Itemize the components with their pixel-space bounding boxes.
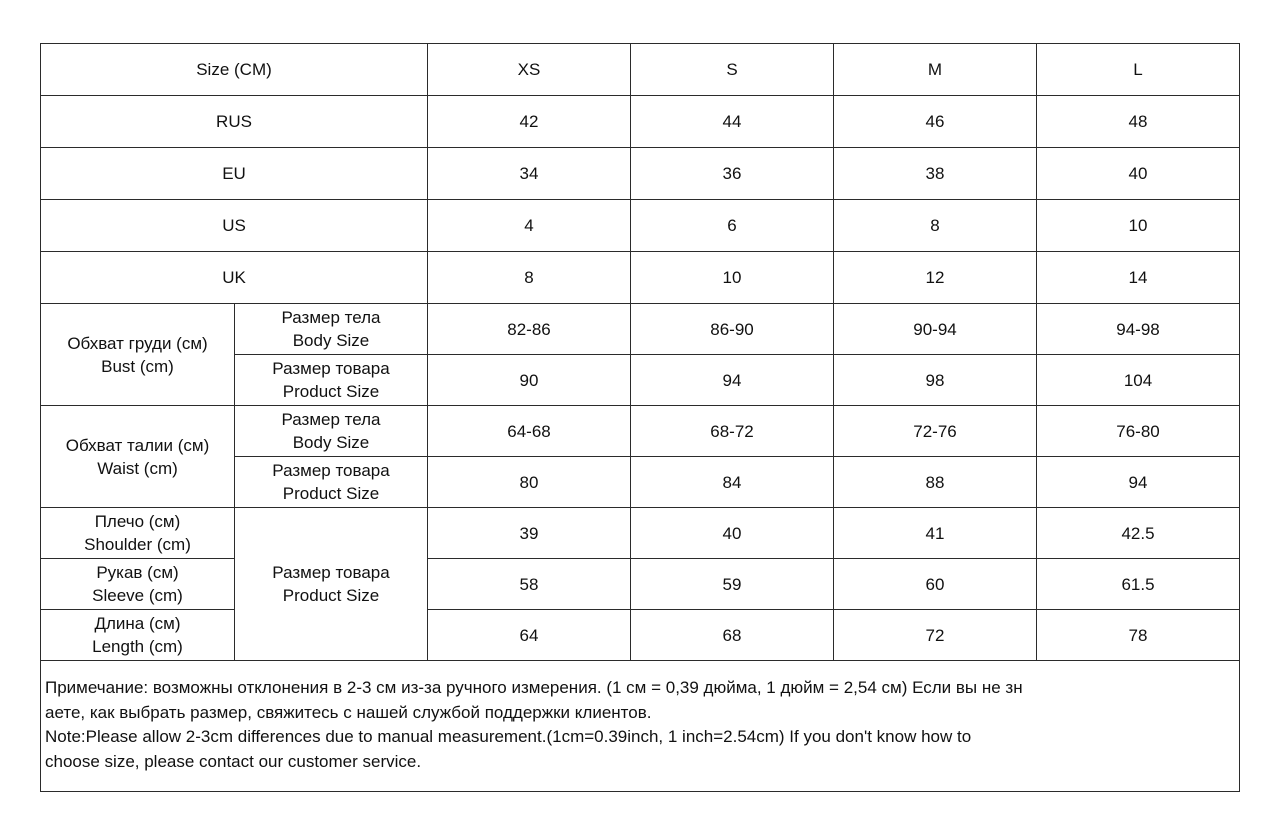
table-cell: 4: [428, 200, 631, 252]
size-header-xs: XS: [428, 44, 631, 96]
measure-type-en: Product Size: [282, 484, 380, 503]
note-row: [41, 661, 1240, 792]
waist-label: [41, 406, 235, 508]
measure-type-ru: Размер товара: [272, 563, 390, 582]
table-cell: 82-86: [428, 304, 631, 355]
note-ru-line-2: аете, как выбрать размер, свяжитесь с нашей службой поддержки клиентов.: [45, 702, 652, 722]
table-row: [41, 406, 1240, 457]
table-cell: 86-90: [631, 304, 834, 355]
table-cell: 46: [834, 96, 1037, 148]
table-cell: 10: [631, 252, 834, 304]
product-size-type-cell: [235, 508, 428, 661]
table-row: [41, 148, 1240, 200]
table-cell: 12: [834, 252, 1037, 304]
sleeve-label: [41, 559, 235, 610]
measure-type-en: Product Size: [282, 586, 380, 605]
note-cell: [41, 661, 1240, 792]
table-cell: 98: [834, 355, 1037, 406]
table-cell: 84: [631, 457, 834, 508]
table-cell: 80: [428, 457, 631, 508]
table-cell: 104: [1037, 355, 1240, 406]
bust-label-en: Bust (cm): [101, 356, 174, 376]
size-header-m: M: [834, 44, 1037, 96]
table-cell: 60: [834, 559, 1037, 610]
waist-label-ru: Обхват талии (см): [65, 435, 210, 455]
table-cell: 41: [834, 508, 1037, 559]
table-cell: 40: [631, 508, 834, 559]
row-label-us: US: [41, 200, 428, 252]
measure-type-cell: [235, 406, 428, 457]
measure-type-ru: Размер товара: [272, 359, 390, 378]
shoulder-label-ru: Плечо (см): [94, 512, 181, 531]
table-cell: 40: [1037, 148, 1240, 200]
measure-type-ru: Размер тела: [281, 308, 381, 327]
sleeve-label-ru: Рукав (см): [96, 563, 179, 582]
table-cell: 58: [428, 559, 631, 610]
table-cell: 61.5: [1037, 559, 1240, 610]
table-cell: 42: [428, 96, 631, 148]
sleeve-label-en: Sleeve (cm): [92, 586, 183, 605]
bust-label-ru: Обхват груди (см): [67, 333, 208, 353]
table-cell: 48: [1037, 96, 1240, 148]
table-row: [41, 252, 1240, 304]
table-cell: 64-68: [428, 406, 631, 457]
measure-type-en: Body Size: [292, 331, 370, 350]
measure-type-cell: [235, 355, 428, 406]
table-cell: 8: [428, 252, 631, 304]
note-en-line-2: choose size, please contact our customer service.: [45, 751, 422, 771]
table-cell: 76-80: [1037, 406, 1240, 457]
row-label-rus: RUS: [41, 96, 428, 148]
table-cell: 72-76: [834, 406, 1037, 457]
table-cell: 68: [631, 610, 834, 661]
table-row: [41, 508, 1240, 559]
table-row: [41, 96, 1240, 148]
table-cell: 59: [631, 559, 834, 610]
table-cell: 90-94: [834, 304, 1037, 355]
table-cell: 44: [631, 96, 834, 148]
measure-type-cell: [235, 457, 428, 508]
length-label-en: Length (cm): [92, 637, 183, 656]
note-ru-line-1: Примечание: возможны отклонения в 2-3 см из-за ручного измерения. (1 см = 0,39 дюйма, 1 дюйм = 2,54 см) Если вы не зн: [45, 678, 1023, 697]
table-cell: 94-98: [1037, 304, 1240, 355]
table-row: [41, 304, 1240, 355]
table-cell: 14: [1037, 252, 1240, 304]
shoulder-label-en: Shoulder (cm): [84, 535, 191, 554]
size-header-label: Size (CM): [41, 44, 428, 96]
table-cell: 6: [631, 200, 834, 252]
table-row: [41, 610, 1240, 661]
table-cell: 36: [631, 148, 834, 200]
size-header-s: S: [631, 44, 834, 96]
length-label-ru: Длина (см): [94, 614, 181, 633]
bust-label: [41, 304, 235, 406]
table-cell: 88: [834, 457, 1037, 508]
table-cell: 8: [834, 200, 1037, 252]
table-cell: 94: [1037, 457, 1240, 508]
table-cell: 90: [428, 355, 631, 406]
table-cell: 64: [428, 610, 631, 661]
table-cell: 39: [428, 508, 631, 559]
table-cell: 72: [834, 610, 1037, 661]
table-cell: 78: [1037, 610, 1240, 661]
table-cell: 10: [1037, 200, 1240, 252]
table-cell: 38: [834, 148, 1037, 200]
table-cell: 42.5: [1037, 508, 1240, 559]
header-row: [41, 44, 1240, 96]
table-row: [41, 200, 1240, 252]
measure-type-en: Body Size: [292, 433, 370, 452]
table-row: [41, 559, 1240, 610]
size-header-l: L: [1037, 44, 1240, 96]
table-cell: 68-72: [631, 406, 834, 457]
size-chart-table: [40, 43, 1240, 792]
waist-label-en: Waist (cm): [97, 458, 178, 478]
length-label: [41, 610, 235, 661]
shoulder-label: [41, 508, 235, 559]
measure-type-cell: [235, 304, 428, 355]
row-label-uk: UK: [41, 252, 428, 304]
note-en-line-1: Note:Please allow 2-3cm differences due to manual measurement.(1cm=0.39inch, 1 inch=2.54cm) If you don't know how to: [45, 727, 972, 746]
measure-type-en: Product Size: [282, 382, 380, 401]
table-cell: 34: [428, 148, 631, 200]
table-cell: 94: [631, 355, 834, 406]
row-label-eu: EU: [41, 148, 428, 200]
measure-type-ru: Размер тела: [281, 410, 381, 429]
measure-type-ru: Размер товара: [272, 461, 390, 480]
